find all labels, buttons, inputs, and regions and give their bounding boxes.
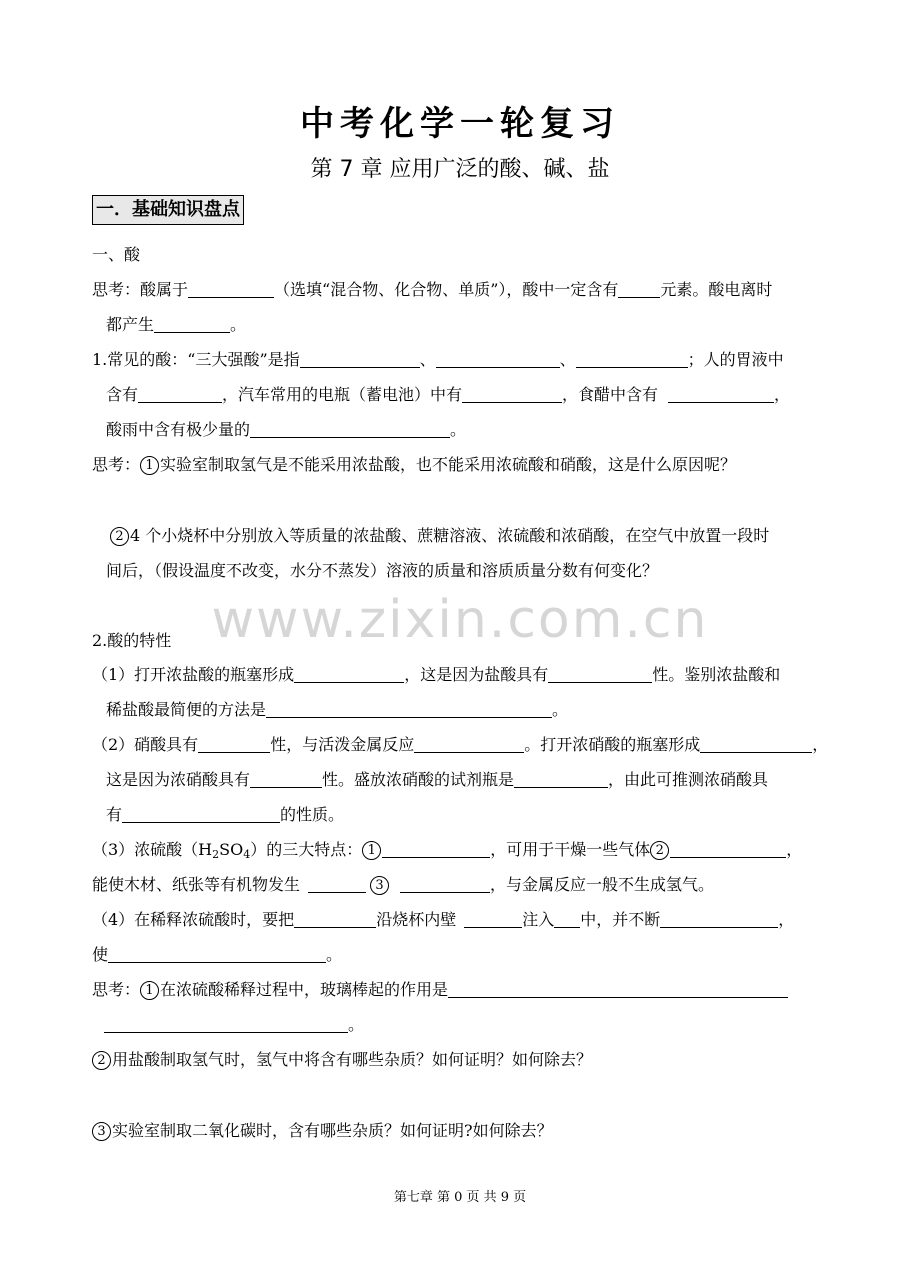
blank-field[interactable] [188, 281, 274, 298]
blank-field[interactable] [464, 911, 522, 928]
property-2-cont-2: 有 的性质。 [106, 805, 345, 824]
section-heading: 一．基础知识盘点 [92, 195, 244, 225]
circled-number: 1 [140, 981, 159, 1000]
think3-line-cont: 。 [104, 1015, 364, 1035]
circled-number: 1 [140, 456, 159, 475]
blank-field[interactable] [138, 386, 222, 403]
think2-q2: 2 4 个小烧杯中分别放入等质量的浓盐酸、蔗糖溶液、浓硫酸和浓硝酸，在空气中放置一段时 [110, 526, 769, 546]
blank-field[interactable] [448, 981, 788, 998]
common-acids-line-2: 含有 ，汽车常用的电瓶（蓄电池）中有 ，食醋中含有 ， [106, 385, 791, 404]
property-4: （4）在稀释浓硫酸时，要把 沿烧杯内壁 注入 中，并不断 ， [92, 910, 795, 929]
property-3-cont: 能使木材、纸张等有机物发生 3 ，与金属反应一般不生成氢气。 [92, 875, 715, 894]
blank-field[interactable] [266, 701, 552, 718]
think3-q3: 3 实验室制取二氧化碳时，含有哪些杂质？如何证明?如何除去？ [92, 1121, 553, 1141]
blank-field[interactable] [414, 736, 524, 753]
circled-number: 2 [650, 841, 669, 860]
think1-line: 思考：酸属于 （选填“混合物、化合物、单质”），酸中一定含有 元素。酸电离时 [92, 280, 773, 299]
think1-line-cont: 都产生 。 [106, 315, 247, 334]
properties-heading: 2.酸的特性 [92, 631, 172, 650]
circled-number: 2 [92, 1051, 111, 1070]
blank-field[interactable] [108, 946, 326, 963]
blank-field[interactable] [250, 421, 450, 438]
property-2-cont: 这是因为浓硝酸具有 性。盛放浓硝酸的试剂瓶是 ，由此可推测浓硝酸具 [106, 770, 769, 789]
document-title: 中考化学一轮复习 [300, 104, 620, 144]
property-2: （2）硝酸具有 性，与活泼金属反应 。打开浓硝酸的瓶塞形成 ， [92, 735, 829, 754]
blank-field[interactable] [436, 351, 560, 368]
blank-field[interactable] [382, 841, 490, 858]
watermark: www.zixin.com.cn [211, 590, 709, 650]
blank-field[interactable] [554, 911, 580, 928]
blank-field[interactable] [300, 351, 420, 368]
blank-field[interactable] [122, 806, 280, 823]
blank-field[interactable] [668, 386, 774, 403]
property-3: （3）浓硫酸$(H_2SO_4)$的三大特点： 1 ，可用于干燥一些气体 2 ， [92, 840, 803, 861]
blank-field[interactable] [294, 666, 404, 683]
blank-field[interactable] [198, 736, 270, 753]
blank-field[interactable] [670, 841, 786, 858]
blank-field[interactable] [548, 666, 652, 683]
think3-line: 思考： 1 在浓硫酸稀释过程中，玻璃棒起的作用是 [92, 980, 788, 1000]
blank-field[interactable] [308, 876, 366, 893]
property-1: （1）打开浓盐酸的瓶塞形成 ，这是因为盐酸具有 性。鉴别浓盐酸和 [92, 665, 781, 684]
common-acids-line-3: 酸雨中含有极少量的 。 [106, 420, 467, 439]
think2-q2-cont: 间后，（假设温度不改变，水分不蒸发）溶液的质量和溶质质量分数有何变化？ [106, 561, 659, 580]
acid-heading: 一、酸 [92, 245, 141, 264]
common-acids-line: 1.常见的酸：“三大强酸”是指 、 、 ；人的胃液中 [92, 350, 784, 369]
blank-field[interactable] [514, 771, 608, 788]
blank-field[interactable] [576, 351, 688, 368]
blank-field[interactable] [700, 736, 812, 753]
circled-number: 3 [370, 876, 389, 895]
circled-number: 1 [362, 841, 381, 860]
think3-q2: 2 用盐酸制取氢气时，氢气中将含有哪些杂质？如何证明？如何除去？ [92, 1050, 592, 1070]
page-footer: 第七章 第 0 页 共 9 页 [393, 1190, 527, 1205]
blank-field[interactable] [250, 771, 322, 788]
blank-field[interactable] [660, 911, 778, 928]
think2-q1: 思考： 1 实验室制取氢气是不能采用浓盐酸，也不能采用浓硫酸和硝酸，这是什么原因呢？ [92, 455, 737, 474]
blank-field[interactable] [294, 911, 376, 928]
circled-number: 2 [110, 527, 129, 546]
circled-number: 3 [92, 1122, 111, 1141]
blank-field[interactable] [462, 386, 562, 403]
blank-field[interactable] [154, 316, 230, 333]
property-4-cont: 使 。 [92, 945, 343, 964]
blank-field[interactable] [104, 1016, 348, 1033]
blank-field[interactable] [400, 876, 490, 893]
chapter-title: 第 7 章 应用广泛的酸、碱、盐 [310, 157, 610, 182]
blank-field[interactable] [618, 281, 660, 298]
property-1-cont: 稀盐酸最简便的方法是 。 [106, 700, 569, 719]
